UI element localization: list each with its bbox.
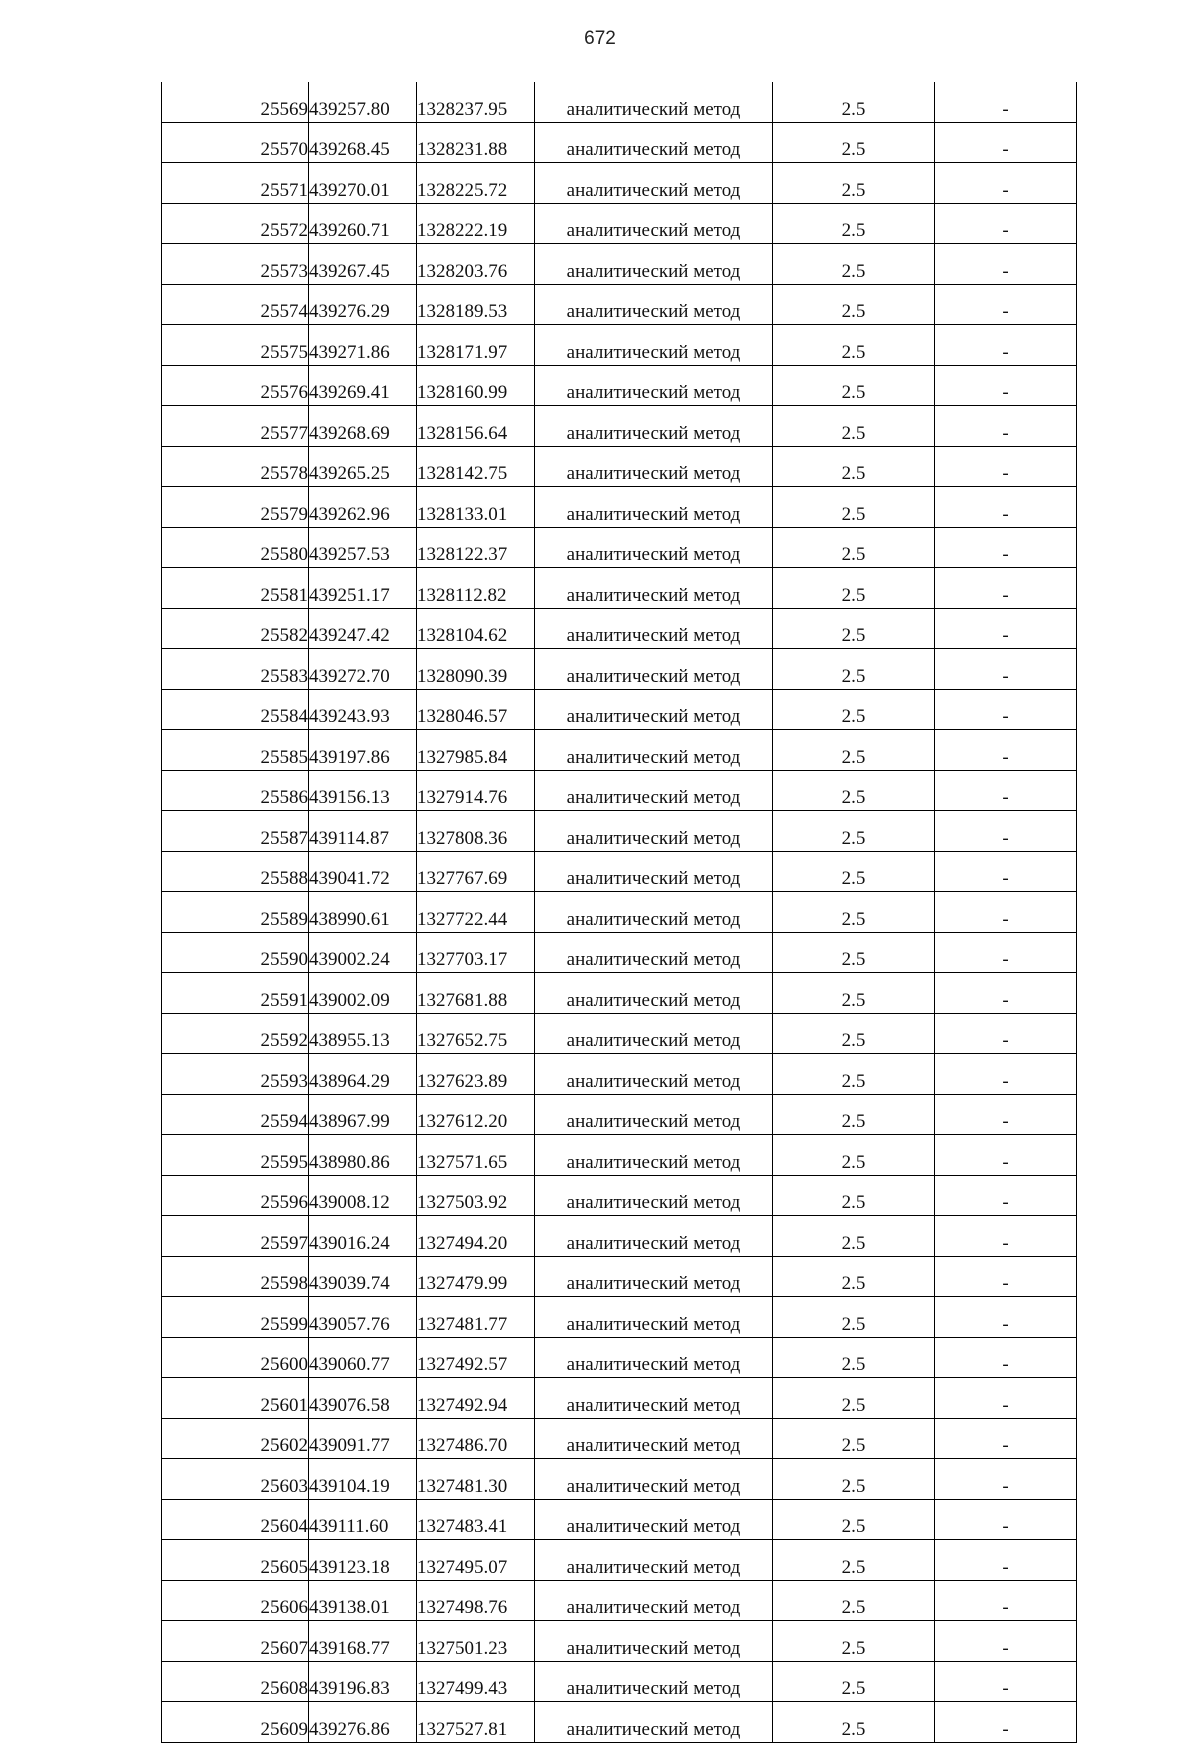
note-cell: - [935,284,1077,325]
method-cell: аналитический метод [535,1054,773,1095]
accuracy-cell: 2.5 [773,487,935,528]
accuracy-cell: 2.5 [773,1499,935,1540]
accuracy-cell: 2.5 [773,1661,935,1702]
method-cell: аналитический метод [535,1702,773,1743]
method-cell: аналитический метод [535,608,773,649]
table-row [162,811,1077,852]
y-coordinate-cell: 1327527.81 [417,1702,535,1743]
y-coordinate-cell: 1328142.75 [417,446,535,487]
note-cell: - [935,730,1077,771]
method-cell: аналитический метод [535,1175,773,1216]
y-coordinate-cell: 1328090.39 [417,649,535,690]
x-coordinate-cell: 439265.25 [309,446,417,487]
table-row [162,1702,1077,1743]
y-coordinate-cell: 1328156.64 [417,406,535,447]
method-cell: аналитический метод [535,770,773,811]
point-number-cell: 25590 [162,932,309,973]
note-cell: - [935,568,1077,609]
note-cell: - [935,163,1077,204]
x-coordinate-cell: 439123.18 [309,1540,417,1581]
x-coordinate-cell: 439197.86 [309,730,417,771]
note-cell: - [935,1499,1077,1540]
point-number-cell: 25583 [162,649,309,690]
method-cell: аналитический метод [535,1216,773,1257]
note-cell: - [935,1297,1077,1338]
method-cell: аналитический метод [535,487,773,528]
method-cell: аналитический метод [535,203,773,244]
point-number-cell: 25602 [162,1418,309,1459]
coordinates-table [161,82,1077,1743]
x-coordinate-cell: 439269.41 [309,365,417,406]
table-row [162,770,1077,811]
method-cell: аналитический метод [535,689,773,730]
x-coordinate-cell: 439008.12 [309,1175,417,1216]
point-number-cell: 25585 [162,730,309,771]
accuracy-cell: 2.5 [773,1175,935,1216]
accuracy-cell: 2.5 [773,689,935,730]
table-row [162,446,1077,487]
method-cell: аналитический метод [535,892,773,933]
x-coordinate-cell: 438990.61 [309,892,417,933]
accuracy-cell: 2.5 [773,1135,935,1176]
point-number-cell: 25606 [162,1580,309,1621]
y-coordinate-cell: 1327479.99 [417,1256,535,1297]
accuracy-cell: 2.5 [773,730,935,771]
point-number-cell: 25596 [162,1175,309,1216]
table-row [162,325,1077,366]
note-cell: - [935,1418,1077,1459]
x-coordinate-cell: 439247.42 [309,608,417,649]
method-cell: аналитический метод [535,1135,773,1176]
table-row [162,1135,1077,1176]
x-coordinate-cell: 439104.19 [309,1459,417,1500]
y-coordinate-cell: 1327498.76 [417,1580,535,1621]
y-coordinate-cell: 1328133.01 [417,487,535,528]
point-number-cell: 25603 [162,1459,309,1500]
y-coordinate-cell: 1327495.07 [417,1540,535,1581]
accuracy-cell: 2.5 [773,527,935,568]
accuracy-cell: 2.5 [773,1621,935,1662]
y-coordinate-cell: 1328222.19 [417,203,535,244]
note-cell: - [935,1337,1077,1378]
point-number-cell: 25592 [162,1013,309,1054]
note-cell: - [935,1378,1077,1419]
y-coordinate-cell: 1328189.53 [417,284,535,325]
note-cell: - [935,932,1077,973]
y-coordinate-cell: 1327483.41 [417,1499,535,1540]
table-row [162,203,1077,244]
table-row [162,1621,1077,1662]
y-coordinate-cell: 1327499.43 [417,1661,535,1702]
x-coordinate-cell: 439114.87 [309,811,417,852]
accuracy-cell: 2.5 [773,82,935,122]
method-cell: аналитический метод [535,365,773,406]
note-cell: - [935,1661,1077,1702]
note-cell: - [935,1256,1077,1297]
note-cell: - [935,1135,1077,1176]
accuracy-cell: 2.5 [773,1459,935,1500]
table-row [162,1540,1077,1581]
accuracy-cell: 2.5 [773,1540,935,1581]
note-cell: - [935,649,1077,690]
accuracy-cell: 2.5 [773,770,935,811]
y-coordinate-cell: 1327703.17 [417,932,535,973]
point-number-cell: 25593 [162,1054,309,1095]
table-row [162,1499,1077,1540]
y-coordinate-cell: 1327481.77 [417,1297,535,1338]
y-coordinate-cell: 1327503.92 [417,1175,535,1216]
note-cell: - [935,1094,1077,1135]
point-number-cell: 25588 [162,851,309,892]
point-number-cell: 25598 [162,1256,309,1297]
y-coordinate-cell: 1327501.23 [417,1621,535,1662]
note-cell: - [935,1702,1077,1743]
method-cell: аналитический метод [535,973,773,1014]
method-cell: аналитический метод [535,649,773,690]
y-coordinate-cell: 1327612.20 [417,1094,535,1135]
x-coordinate-cell: 439138.01 [309,1580,417,1621]
note-cell: - [935,244,1077,285]
table-row [162,1297,1077,1338]
method-cell: аналитический метод [535,446,773,487]
point-number-cell: 25570 [162,122,309,163]
accuracy-cell: 2.5 [773,1297,935,1338]
table-row [162,1580,1077,1621]
method-cell: аналитический метод [535,527,773,568]
method-cell: аналитический метод [535,1094,773,1135]
table-row [162,244,1077,285]
x-coordinate-cell: 439257.53 [309,527,417,568]
y-coordinate-cell: 1327571.65 [417,1135,535,1176]
table-row [162,1418,1077,1459]
method-cell: аналитический метод [535,1337,773,1378]
y-coordinate-cell: 1327914.76 [417,770,535,811]
point-number-cell: 25594 [162,1094,309,1135]
accuracy-cell: 2.5 [773,1378,935,1419]
x-coordinate-cell: 439076.58 [309,1378,417,1419]
x-coordinate-cell: 439111.60 [309,1499,417,1540]
y-coordinate-cell: 1328122.37 [417,527,535,568]
method-cell: аналитический метод [535,932,773,973]
method-cell: аналитический метод [535,1378,773,1419]
accuracy-cell: 2.5 [773,406,935,447]
x-coordinate-cell: 439002.09 [309,973,417,1014]
y-coordinate-cell: 1327623.89 [417,1054,535,1095]
accuracy-cell: 2.5 [773,1013,935,1054]
point-number-cell: 25573 [162,244,309,285]
page-number: 672 [584,28,616,49]
method-cell: аналитический метод [535,1418,773,1459]
note-cell: - [935,1580,1077,1621]
x-coordinate-cell: 439041.72 [309,851,417,892]
note-cell: - [935,1540,1077,1581]
x-coordinate-cell: 439270.01 [309,163,417,204]
y-coordinate-cell: 1328203.76 [417,244,535,285]
method-cell: аналитический метод [535,1013,773,1054]
x-coordinate-cell: 439271.86 [309,325,417,366]
accuracy-cell: 2.5 [773,1418,935,1459]
y-coordinate-cell: 1327681.88 [417,973,535,1014]
method-cell: аналитический метод [535,851,773,892]
point-number-cell: 25597 [162,1216,309,1257]
y-coordinate-cell: 1327767.69 [417,851,535,892]
x-coordinate-cell: 439251.17 [309,568,417,609]
point-number-cell: 25574 [162,284,309,325]
accuracy-cell: 2.5 [773,568,935,609]
method-cell: аналитический метод [535,568,773,609]
method-cell: аналитический метод [535,325,773,366]
note-cell: - [935,203,1077,244]
note-cell: - [935,406,1077,447]
accuracy-cell: 2.5 [773,122,935,163]
y-coordinate-cell: 1327492.57 [417,1337,535,1378]
point-number-cell: 25569 [162,82,309,122]
accuracy-cell: 2.5 [773,892,935,933]
table-row [162,932,1077,973]
table-row [162,1216,1077,1257]
x-coordinate-cell: 439060.77 [309,1337,417,1378]
table-row [162,487,1077,528]
method-cell: аналитический метод [535,406,773,447]
method-cell: аналитический метод [535,1499,773,1540]
note-cell: - [935,1175,1077,1216]
table-row [162,1337,1077,1378]
x-coordinate-cell: 439268.69 [309,406,417,447]
table-row [162,1054,1077,1095]
point-number-cell: 25584 [162,689,309,730]
y-coordinate-cell: 1327494.20 [417,1216,535,1257]
accuracy-cell: 2.5 [773,1256,935,1297]
table-row [162,730,1077,771]
x-coordinate-cell: 439268.45 [309,122,417,163]
table-row [162,608,1077,649]
y-coordinate-cell: 1328046.57 [417,689,535,730]
point-number-cell: 25601 [162,1378,309,1419]
note-cell: - [935,1459,1077,1500]
accuracy-cell: 2.5 [773,446,935,487]
point-number-cell: 25591 [162,973,309,1014]
y-coordinate-cell: 1328104.62 [417,608,535,649]
table-row [162,1459,1077,1500]
method-cell: аналитический метод [535,244,773,285]
point-number-cell: 25595 [162,1135,309,1176]
accuracy-cell: 2.5 [773,932,935,973]
accuracy-cell: 2.5 [773,244,935,285]
table-row [162,1175,1077,1216]
x-coordinate-cell: 439196.83 [309,1661,417,1702]
point-number-cell: 25599 [162,1297,309,1338]
method-cell: аналитический метод [535,163,773,204]
note-cell: - [935,811,1077,852]
table-row [162,365,1077,406]
x-coordinate-cell: 438967.99 [309,1094,417,1135]
y-coordinate-cell: 1328160.99 [417,365,535,406]
coordinates-table-body [162,82,1077,1742]
point-number-cell: 25600 [162,1337,309,1378]
table-row [162,406,1077,447]
table-row [162,851,1077,892]
note-cell: - [935,527,1077,568]
accuracy-cell: 2.5 [773,649,935,690]
method-cell: аналитический метод [535,122,773,163]
method-cell: аналитический метод [535,811,773,852]
table-row [162,568,1077,609]
note-cell: - [935,365,1077,406]
note-cell: - [935,689,1077,730]
y-coordinate-cell: 1327808.36 [417,811,535,852]
point-number-cell: 25577 [162,406,309,447]
table-row [162,973,1077,1014]
point-number-cell: 25571 [162,163,309,204]
point-number-cell: 25576 [162,365,309,406]
table-row [162,1256,1077,1297]
point-number-cell: 25578 [162,446,309,487]
x-coordinate-cell: 439260.71 [309,203,417,244]
accuracy-cell: 2.5 [773,811,935,852]
point-number-cell: 25608 [162,1661,309,1702]
method-cell: аналитический метод [535,730,773,771]
y-coordinate-cell: 1328171.97 [417,325,535,366]
table-row [162,163,1077,204]
x-coordinate-cell: 439091.77 [309,1418,417,1459]
y-coordinate-cell: 1328225.72 [417,163,535,204]
x-coordinate-cell: 439272.70 [309,649,417,690]
point-number-cell: 25582 [162,608,309,649]
method-cell: аналитический метод [535,284,773,325]
note-cell: - [935,122,1077,163]
x-coordinate-cell: 439156.13 [309,770,417,811]
note-cell: - [935,446,1077,487]
method-cell: аналитический метод [535,82,773,122]
point-number-cell: 25605 [162,1540,309,1581]
note-cell: - [935,973,1077,1014]
x-coordinate-cell: 439243.93 [309,689,417,730]
accuracy-cell: 2.5 [773,1337,935,1378]
point-number-cell: 25589 [162,892,309,933]
y-coordinate-cell: 1327486.70 [417,1418,535,1459]
accuracy-cell: 2.5 [773,325,935,366]
x-coordinate-cell: 439276.86 [309,1702,417,1743]
method-cell: аналитический метод [535,1256,773,1297]
accuracy-cell: 2.5 [773,284,935,325]
accuracy-cell: 2.5 [773,1580,935,1621]
x-coordinate-cell: 439057.76 [309,1297,417,1338]
method-cell: аналитический метод [535,1621,773,1662]
x-coordinate-cell: 438964.29 [309,1054,417,1095]
accuracy-cell: 2.5 [773,163,935,204]
accuracy-cell: 2.5 [773,365,935,406]
accuracy-cell: 2.5 [773,1054,935,1095]
table-row [162,689,1077,730]
x-coordinate-cell: 439267.45 [309,244,417,285]
accuracy-cell: 2.5 [773,1702,935,1743]
y-coordinate-cell: 1327481.30 [417,1459,535,1500]
x-coordinate-cell: 439276.29 [309,284,417,325]
point-number-cell: 25587 [162,811,309,852]
point-number-cell: 25609 [162,1702,309,1743]
y-coordinate-cell: 1327985.84 [417,730,535,771]
x-coordinate-cell: 439257.80 [309,82,417,122]
table-row [162,527,1077,568]
accuracy-cell: 2.5 [773,1094,935,1135]
y-coordinate-cell: 1327492.94 [417,1378,535,1419]
method-cell: аналитический метод [535,1540,773,1581]
x-coordinate-cell: 438955.13 [309,1013,417,1054]
x-coordinate-cell: 439039.74 [309,1256,417,1297]
table-row [162,892,1077,933]
method-cell: аналитический метод [535,1580,773,1621]
note-cell: - [935,1216,1077,1257]
point-number-cell: 25586 [162,770,309,811]
accuracy-cell: 2.5 [773,1216,935,1257]
note-cell: - [935,851,1077,892]
note-cell: - [935,1054,1077,1095]
table-row [162,82,1077,122]
point-number-cell: 25581 [162,568,309,609]
y-coordinate-cell: 1327722.44 [417,892,535,933]
note-cell: - [935,487,1077,528]
accuracy-cell: 2.5 [773,973,935,1014]
point-number-cell: 25580 [162,527,309,568]
note-cell: - [935,892,1077,933]
note-cell: - [935,1013,1077,1054]
y-coordinate-cell: 1328231.88 [417,122,535,163]
y-coordinate-cell: 1327652.75 [417,1013,535,1054]
table-row [162,122,1077,163]
y-coordinate-cell: 1328237.95 [417,82,535,122]
table-row [162,284,1077,325]
x-coordinate-cell: 439262.96 [309,487,417,528]
y-coordinate-cell: 1328112.82 [417,568,535,609]
note-cell: - [935,608,1077,649]
accuracy-cell: 2.5 [773,203,935,244]
x-coordinate-cell: 438980.86 [309,1135,417,1176]
note-cell: - [935,1621,1077,1662]
table-row [162,1013,1077,1054]
note-cell: - [935,770,1077,811]
method-cell: аналитический метод [535,1661,773,1702]
table-row [162,1661,1077,1702]
accuracy-cell: 2.5 [773,851,935,892]
method-cell: аналитический метод [535,1297,773,1338]
point-number-cell: 25575 [162,325,309,366]
table-row [162,1378,1077,1419]
method-cell: аналитический метод [535,1459,773,1500]
note-cell: - [935,325,1077,366]
note-cell: - [935,82,1077,122]
point-number-cell: 25579 [162,487,309,528]
point-number-cell: 25572 [162,203,309,244]
x-coordinate-cell: 439002.24 [309,932,417,973]
x-coordinate-cell: 439168.77 [309,1621,417,1662]
point-number-cell: 25604 [162,1499,309,1540]
point-number-cell: 25607 [162,1621,309,1662]
x-coordinate-cell: 439016.24 [309,1216,417,1257]
table-row [162,1094,1077,1135]
accuracy-cell: 2.5 [773,608,935,649]
table-row [162,649,1077,690]
